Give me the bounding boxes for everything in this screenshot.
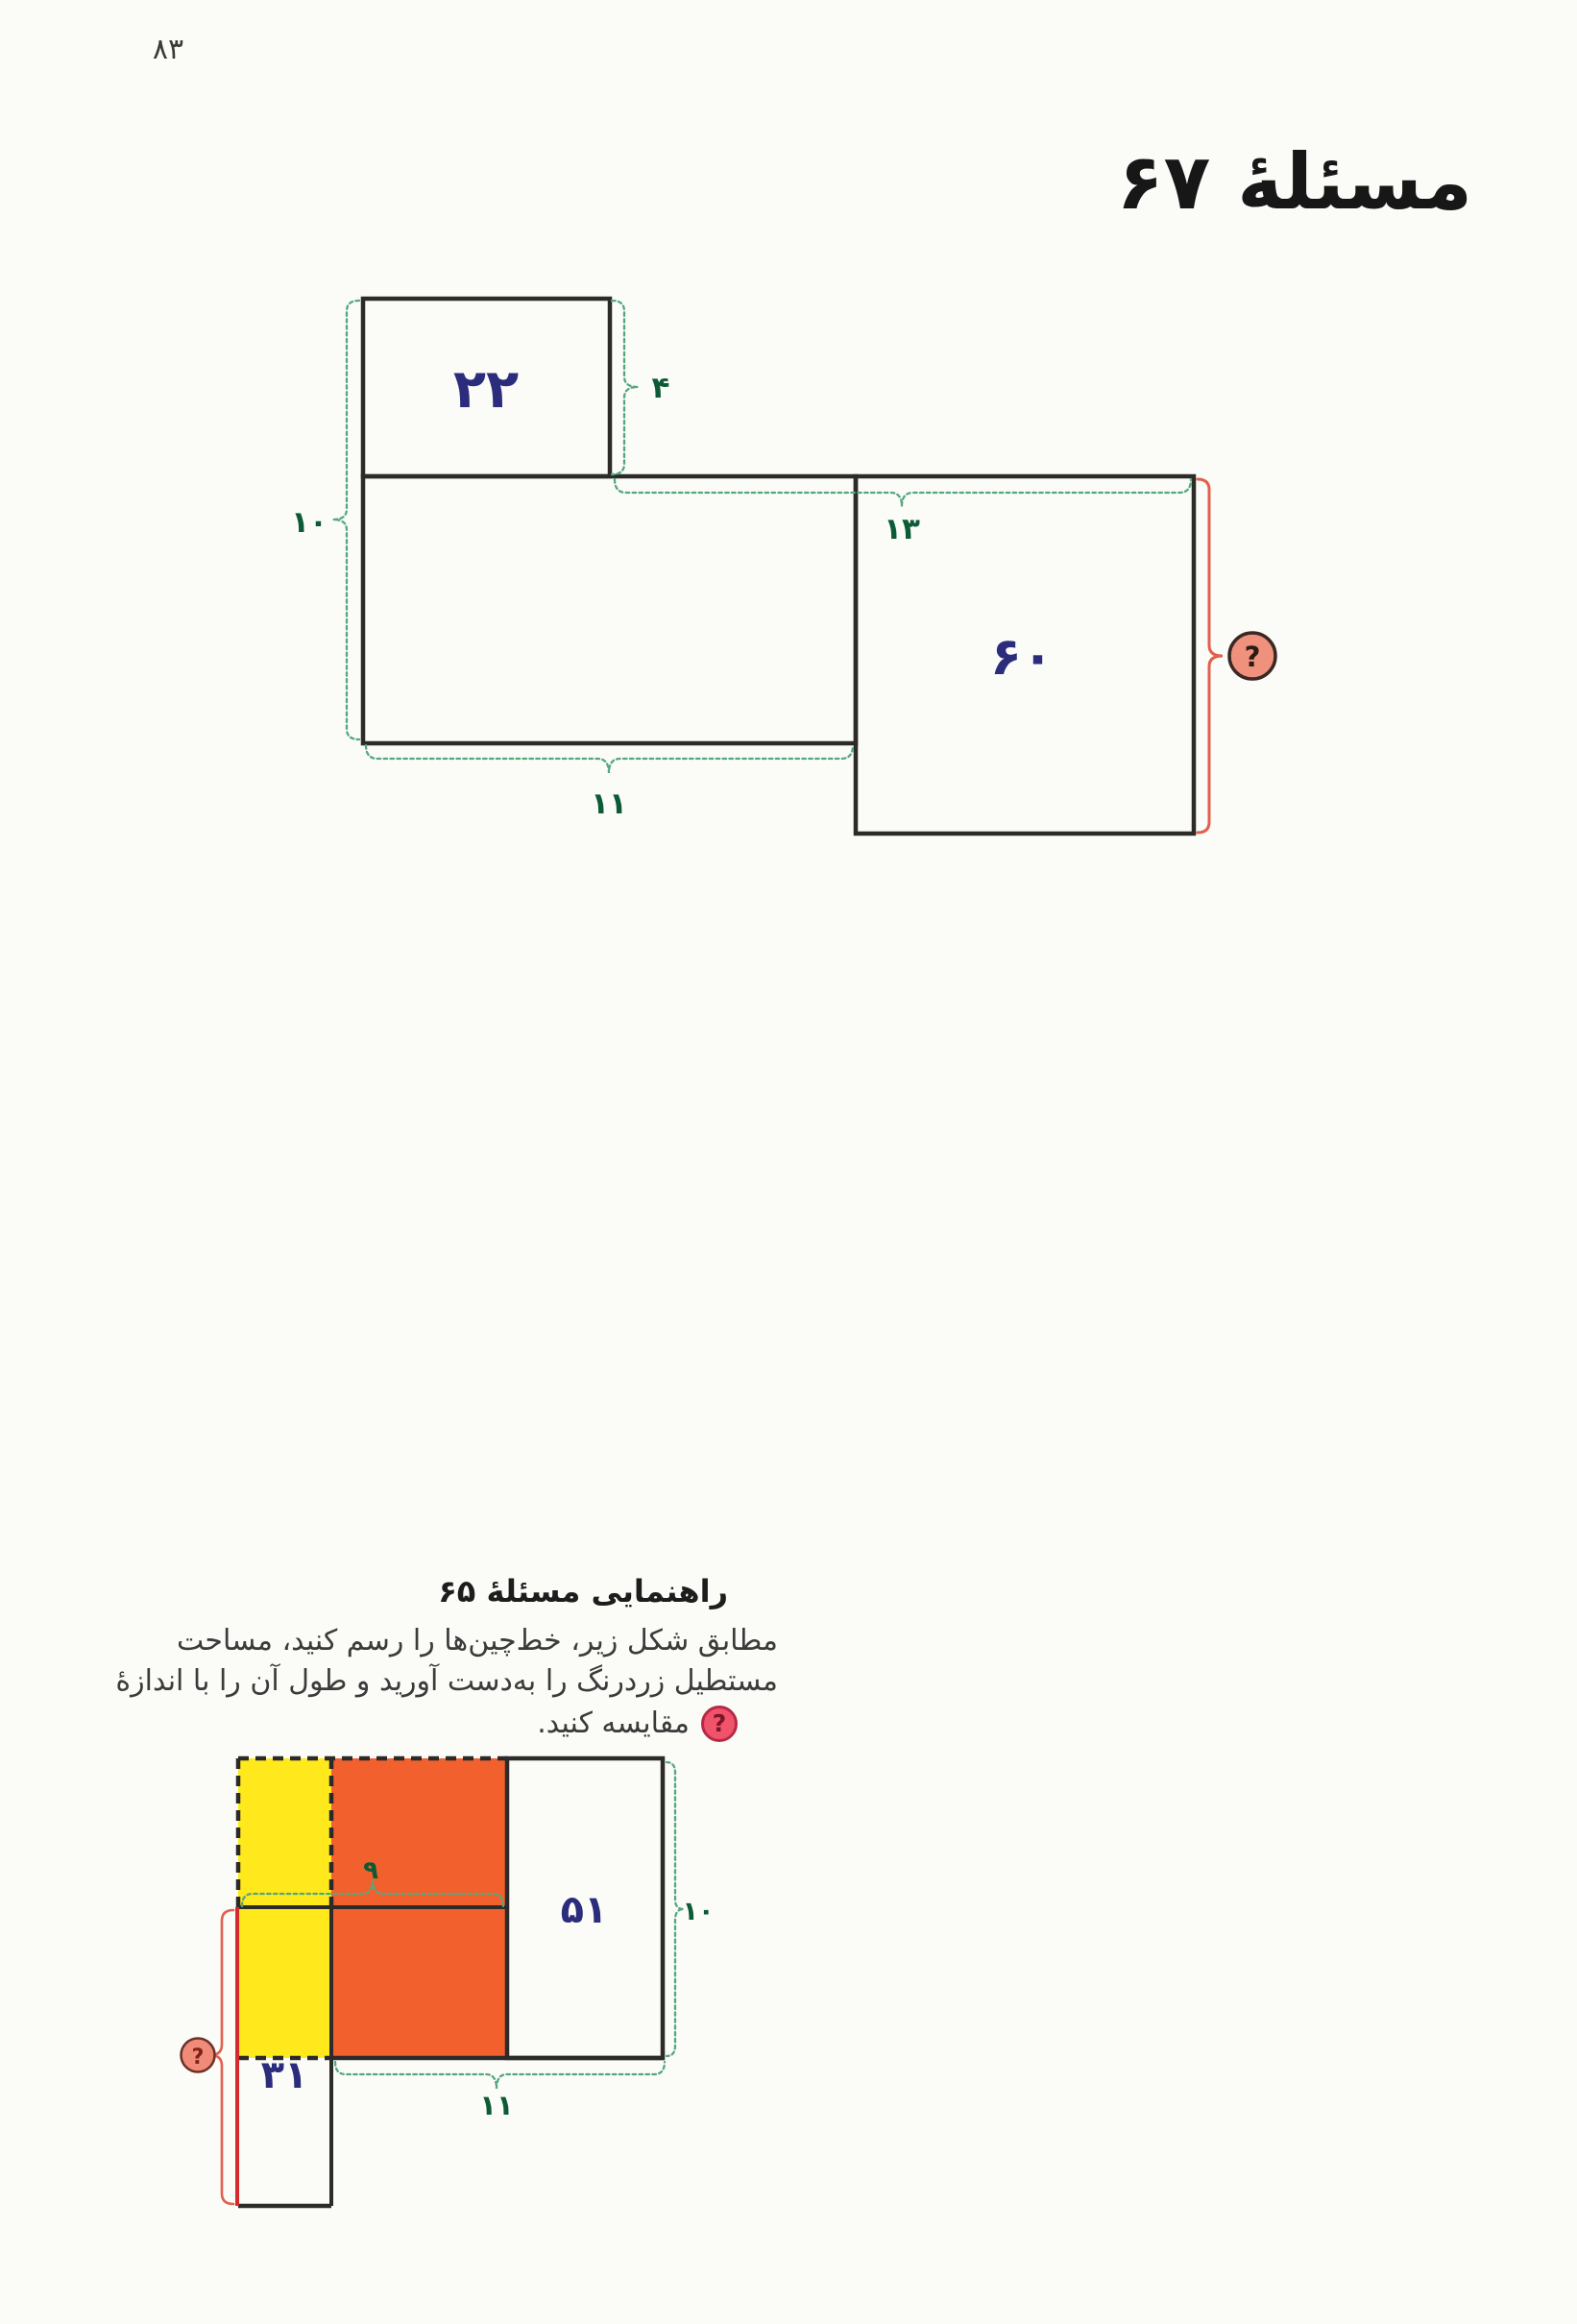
brace-right-10	[667, 1762, 684, 2056]
figure-problem-67	[279, 269, 1325, 864]
area-label-22: ۲۲	[452, 358, 520, 421]
guide-line-1: مطابق شکل زیر، خط‌چین‌ها را رسم کنید، مساحت	[176, 1624, 778, 1658]
brace-unknown-right	[1198, 479, 1223, 833]
dim-label-10: ۱۰	[682, 1897, 715, 1926]
question-mark: ?	[712, 1709, 727, 1737]
brace-bottom-11	[366, 745, 853, 773]
area-label-51: ۵۱	[560, 1888, 608, 1932]
dim-label-9: ۹	[363, 1856, 378, 1885]
page-number: ۸۳	[152, 33, 184, 66]
question-mark-circle-inline	[701, 1706, 738, 1742]
brace-right-4	[612, 301, 638, 474]
brace-bottom-11	[335, 2062, 665, 2089]
question-mark: ?	[191, 2046, 205, 2070]
guide-line-3-text: مقایسه کنید.	[537, 1707, 690, 1740]
dim-label-13: ۱۳	[884, 512, 920, 546]
area-label-60: ۶۰	[990, 626, 1054, 687]
page-title: مسئلهٔ ۶۷	[1116, 137, 1472, 227]
rect-middle	[363, 476, 856, 743]
dim-label-11: ۱۱	[591, 787, 627, 821]
dim-label-4: ۴	[651, 371, 670, 405]
dim-label-10: ۱۰	[291, 505, 328, 540]
question-mark: ?	[1244, 641, 1261, 673]
guide-paragraph	[115, 1621, 778, 1744]
guide-heading: راهنمایی مسئلهٔ ۶۵	[438, 1573, 728, 1610]
brace-top-13	[615, 479, 1191, 506]
brace-left-10	[333, 301, 359, 739]
guide-line-3	[115, 1704, 778, 1744]
figure-guide-65	[144, 1743, 740, 2223]
dim-label-11: ۱۱	[479, 2089, 514, 2121]
area-label-31: ۳۱	[260, 2053, 308, 2097]
guide-line-2: مستطیل زردرنگ را به‌دست آورید و طول آن را با اندازهٔ	[115, 1664, 778, 1698]
